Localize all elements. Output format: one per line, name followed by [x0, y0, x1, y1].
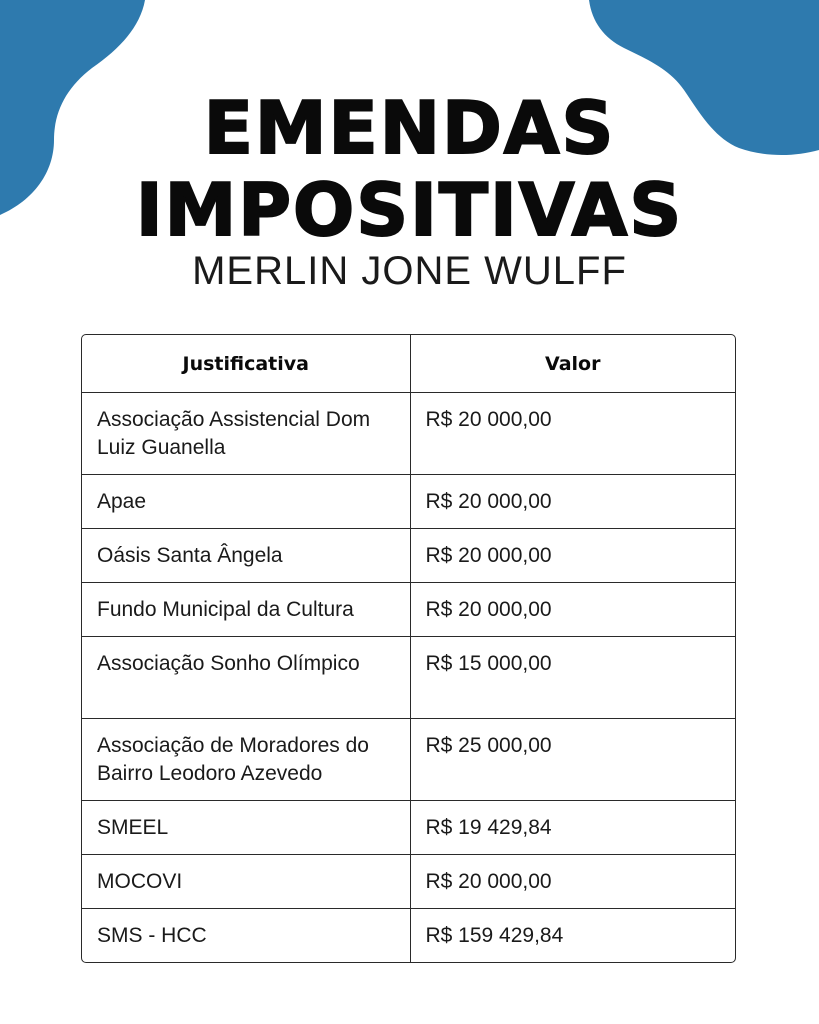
cell-valor: R$ 15 000,00 [410, 637, 735, 719]
table-row [82, 801, 735, 855]
table-row [82, 637, 735, 719]
cell-justificativa: SMS - HCC [82, 909, 410, 963]
cell-justificativa: Fundo Municipal da Cultura [82, 583, 410, 637]
amendments-table [81, 334, 736, 963]
table-row [82, 855, 735, 909]
cell-valor: R$ 159 429,84 [425, 924, 564, 947]
table-row [82, 529, 735, 583]
cell-justificativa: Oásis Santa Ângela [82, 529, 410, 583]
table-header-row [82, 335, 735, 393]
page-subtitle: MERLIN JONE WULFF [192, 249, 627, 293]
cell-valor: R$ 20 000,00 [410, 583, 735, 637]
cell-valor: R$ 20 000,00 [410, 393, 735, 475]
table-row [82, 583, 735, 637]
table-row [82, 393, 735, 475]
cell-valor: R$ 19 429,84 [410, 801, 735, 855]
cell-justificativa: SMEEL [82, 801, 410, 855]
cell-justificativa: Apae [82, 475, 410, 529]
table-row [82, 719, 735, 801]
cell-justificativa: Associação de Moradores do Bairro Leodoro Azevedo [82, 719, 410, 801]
table-row [82, 475, 735, 529]
table-row [82, 909, 735, 963]
cell-justificativa: Associação Assistencial Dom Luiz Guanella [82, 393, 410, 475]
cell-valor: R$ 20 000,00 [410, 475, 735, 529]
cell-justificativa: Associação Sonho Olímpico [82, 637, 410, 719]
cell-justificativa: MOCOVI [82, 855, 410, 909]
cell-valor: R$ 20 000,00 [410, 529, 735, 583]
page-title-line-2: IMPOSITIVAS [135, 168, 684, 252]
column-header-valor: Valor [410, 335, 735, 393]
column-header-justificativa: Justificativa [82, 335, 410, 393]
cell-valor: R$ 25 000,00 [410, 719, 735, 801]
page-title-line-1: EMENDAS [203, 86, 616, 170]
cell-valor: R$ 20 000,00 [410, 855, 735, 909]
